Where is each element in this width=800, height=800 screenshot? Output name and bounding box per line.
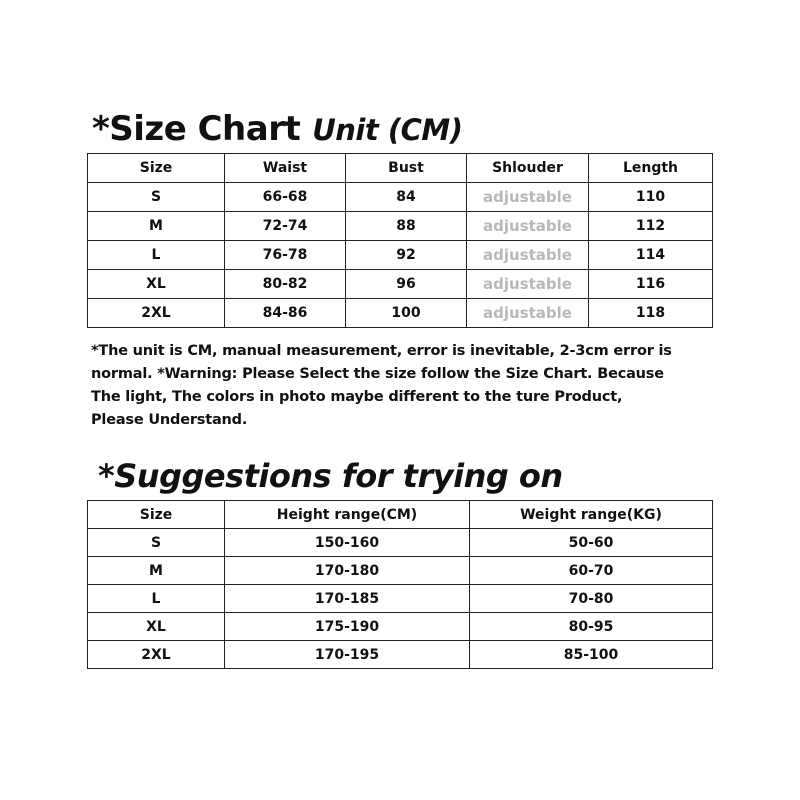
size-cell: XL	[88, 270, 225, 299]
shoulder-cell: adjustable	[467, 212, 589, 241]
header-cell: Size	[88, 501, 225, 529]
height-cell: 170-195	[225, 641, 470, 669]
bust-cell: 84	[346, 183, 467, 212]
size-cell: L	[88, 241, 225, 270]
shoulder-cell: adjustable	[467, 241, 589, 270]
note-line: *The unit is CM, manual measurement, error is inevitable, 2-3cm error is	[91, 343, 672, 359]
bust-cell: 88	[346, 212, 467, 241]
bust-cell: 96	[346, 270, 467, 299]
height-cell: 170-180	[225, 557, 470, 585]
size-cell: M	[88, 557, 225, 585]
waist-cell: 84-86	[225, 299, 346, 328]
size-cell: M	[88, 212, 225, 241]
table-row	[88, 299, 713, 328]
weight-cell: 60-70	[470, 557, 713, 585]
length-cell: 118	[589, 299, 713, 328]
table-row	[88, 183, 713, 212]
weight-cell: 70-80	[470, 585, 713, 613]
length-cell: 114	[589, 241, 713, 270]
height-cell: 175-190	[225, 613, 470, 641]
bust-cell: 92	[346, 241, 467, 270]
table-header-row	[88, 501, 713, 529]
size-cell: 2XL	[88, 641, 225, 669]
waist-cell: 80-82	[225, 270, 346, 299]
table-row	[88, 241, 713, 270]
table-row	[88, 529, 713, 557]
size-chart-title-text: *Size Chart	[92, 109, 301, 149]
size-cell: L	[88, 585, 225, 613]
table-row	[88, 585, 713, 613]
length-cell: 116	[589, 270, 713, 299]
weight-cell: 50-60	[470, 529, 713, 557]
size-chart-title	[92, 104, 462, 155]
height-cell: 150-160	[225, 529, 470, 557]
shoulder-cell: adjustable	[467, 299, 589, 328]
header-cell: Length	[589, 154, 713, 183]
weight-cell: 80-95	[470, 613, 713, 641]
size-cell: 2XL	[88, 299, 225, 328]
table-header-row	[88, 154, 713, 183]
header-cell: Height range(CM)	[225, 501, 470, 529]
waist-cell: 72-74	[225, 212, 346, 241]
weight-cell: 85-100	[470, 641, 713, 669]
waist-cell: 66-68	[225, 183, 346, 212]
shoulder-cell: adjustable	[467, 183, 589, 212]
size-chart-unit: Unit (CM)	[312, 113, 463, 147]
table-row	[88, 613, 713, 641]
note-line: Please Understand.	[91, 412, 248, 428]
header-cell: Bust	[346, 154, 467, 183]
size-cell: S	[88, 529, 225, 557]
suggestions-title: *Suggestions for trying on	[98, 457, 563, 495]
bust-cell: 100	[346, 299, 467, 328]
table-row	[88, 212, 713, 241]
waist-cell: 76-78	[225, 241, 346, 270]
header-cell: Waist	[225, 154, 346, 183]
table-row	[88, 557, 713, 585]
table-row	[88, 641, 713, 669]
header-cell: Size	[88, 154, 225, 183]
length-cell: 112	[589, 212, 713, 241]
note-line: The light, The colors in photo maybe different to the ture Product,	[91, 389, 623, 405]
header-cell: Weight range(KG)	[470, 501, 713, 529]
height-cell: 170-185	[225, 585, 470, 613]
size-cell: S	[88, 183, 225, 212]
note-line: normal. *Warning: Please Select the size follow the Size Chart. Because	[91, 366, 664, 382]
size-cell: XL	[88, 613, 225, 641]
header-cell: Shlouder	[467, 154, 589, 183]
length-cell: 110	[589, 183, 713, 212]
table-row	[88, 270, 713, 299]
shoulder-cell: adjustable	[467, 270, 589, 299]
suggestions-table	[87, 500, 713, 669]
measurement-note	[91, 340, 731, 432]
size-chart-table	[87, 153, 713, 328]
